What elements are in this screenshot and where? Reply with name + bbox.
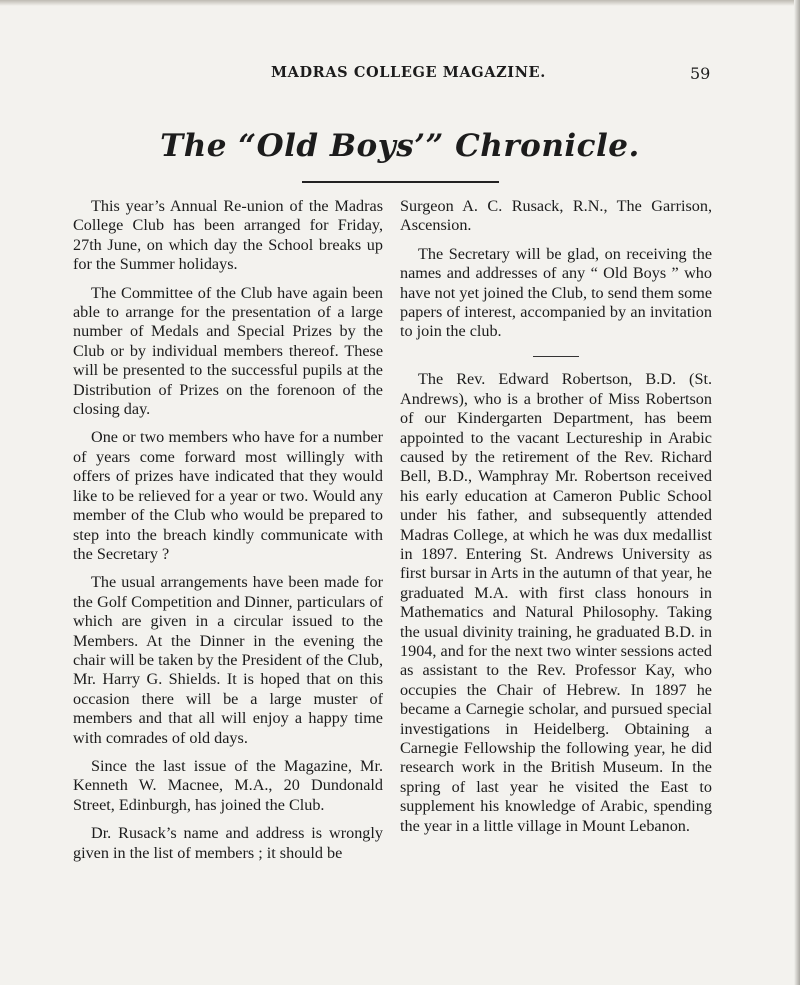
running-title: MADRAS COLLEGE MAGAZINE. <box>271 64 546 81</box>
paragraph-reunion: This year’s Annual Re-union of the Madras College Club has been arranged for Friday, 27th June, on which day the School breaks up for the Summer holidays. <box>73 197 383 274</box>
right-column <box>400 197 712 845</box>
page-number: 59 <box>690 64 711 83</box>
scan-edge-top <box>0 0 800 6</box>
paragraph-robertson: The Rev. Edward Robertson, B.D. (St. Andrews), who is a brother of Miss Robertson of our Kindergarten Department, has beem appointed to the vacant Lectureship in Arabic caused by the retirement of the Rev. Richard Bell, B.D., Wamphray Mr. Robertson received his early education at Cameron Public School under his father, and subsequently attended Madras College, at which he was dux medallist in 1897. Entering St. Andrews University as first bursar in Arts in the autumn of that year, he graduated M.A. with first class honours in Mathematics and Natural Philosophy. Taking the usual divinity training, he graduated B.D. in 1904, and for the next two winter sessions acted as assistant to the Rev. Professor Kay, who occupies the Chair of Hebrew. In 1897 he became a Carnegie scholar, and pursued special investigations in Heidelberg. Obtaining a Carnegie Fellowship the following year, he did research work in the British Museum. In the spring of last year he visited the East to supplement his knowledge of Arabic, spending the year in a little village in Mount Lebanon. <box>400 370 712 835</box>
title-rule <box>302 181 499 183</box>
paragraph-secretary: The Secretary will be glad, on receiving the names and addresses of any “ Old Boys ” who have not yet joined the Club, to send them some papers of interest, accompanied by an invitation to join the club. <box>400 244 713 341</box>
paragraph-prizes: The Committee of the Club have again been able to arrange for the presentation of a large number of Medals and Special Prizes by the Club or by individual members thereof. These will be presented to the successful pupils at the Distribution of Prizes on the forenoon of the closing day. <box>73 283 383 419</box>
paragraph-correction-cont: Surgeon A. C. Rusack, R.N., The Garrison, Ascension. <box>400 197 712 235</box>
left-column <box>73 197 383 872</box>
section-divider <box>533 356 579 358</box>
paragraph-correction: Dr. Rusack’s name and address is wrongly given in the list of members ; it should be <box>73 824 383 862</box>
paragraph-new-member: Since the last issue of the Magazine, Mr. Kenneth W. Macnee, M.A., 20 Dundonald Street, Edinburgh, has joined the Club. <box>73 756 383 814</box>
paragraph-golf-dinner: The usual arrangements have been made for the Golf Competition and Dinner, particulars of which are given in a circular issued to the Members. At the Dinner in the evening the chair will be taken by the President of the Club, Mr. Harry G. Shields. It is hoped that on this occasion there will be a large muster of members and that all will enjoy a happy time with comrades of old days. <box>73 573 383 747</box>
page-header <box>0 62 800 86</box>
article-title: The “Old Boys’” Chronicle. <box>160 128 640 164</box>
paragraph-members: One or two members who have for a number of years come forward most willingly with offers of prizes have indicated that they would like to be relieved for a year or two. Would any member of the Club who would be prepared to step into the breach kindly communicate with the Secretary ? <box>73 428 383 563</box>
